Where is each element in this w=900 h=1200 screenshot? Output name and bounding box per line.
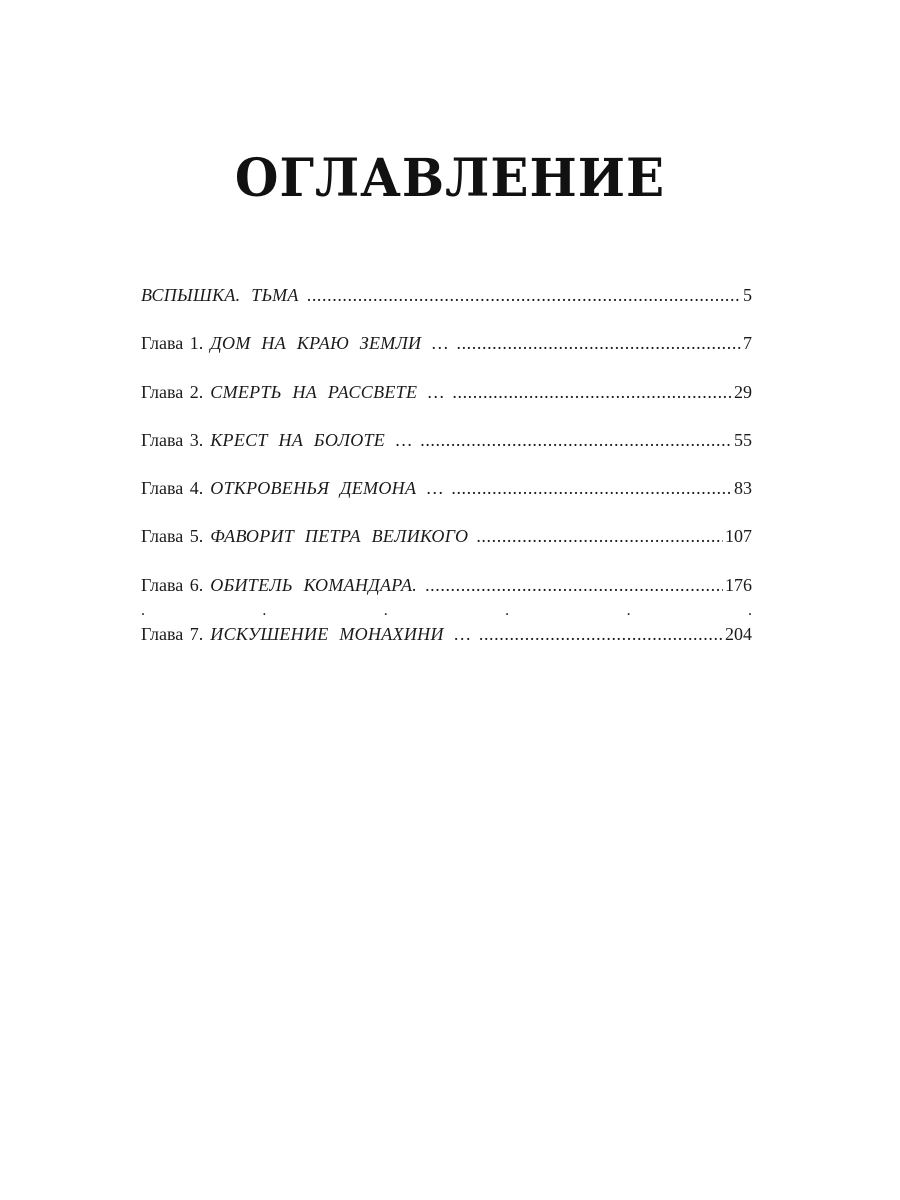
table-of-contents (141, 283, 752, 597)
stray-dot: . (747, 602, 752, 619)
toc-entry-title: КРЕСТ НА БОЛОТЕ … (210, 429, 413, 450)
dot-leader (456, 331, 741, 355)
dot-leader (420, 428, 732, 452)
stray-dot-row (141, 604, 752, 618)
dot-leader (479, 622, 723, 646)
toc-entry-prefix: Глава 2. (141, 381, 204, 402)
stray-dot: . (626, 602, 631, 619)
toc-entry-page: 83 (734, 478, 752, 499)
toc-entry-title: ДОМ НА КРАЮ ЗЕМЛИ … (210, 333, 449, 354)
toc-entry-intro[interactable] (141, 283, 752, 307)
toc-entry-chapter-1[interactable] (141, 331, 752, 355)
toc-entry-chapter-5[interactable] (141, 524, 752, 548)
stray-dot: . (141, 602, 145, 619)
dot-leader (451, 476, 732, 500)
toc-entry-page: 5 (743, 285, 752, 305)
toc-entry-prefix: Глава 7. (141, 624, 204, 644)
toc-entry-page: 204 (725, 624, 752, 644)
dot-leader (476, 524, 723, 548)
dot-leader (425, 573, 723, 597)
toc-entry-title: ОТКРОВЕНЬЯ ДЕМОНА … (210, 478, 444, 499)
toc-entry-chapter-4[interactable] (141, 476, 752, 500)
toc-entry-chapter-3[interactable] (141, 428, 752, 452)
toc-entry-prefix: Глава 5. (141, 526, 204, 547)
toc-entry-prefix: Глава 3. (141, 429, 204, 450)
toc-entry-page: 29 (734, 381, 752, 402)
dot-leader (452, 380, 732, 404)
toc-entry-page: 107 (725, 526, 752, 547)
toc-entry-page: 55 (734, 429, 752, 450)
toc-entry-title: ФАВОРИТ ПЕТРА ВЕЛИКОГО (210, 526, 469, 547)
stray-dot: . (505, 602, 510, 619)
toc-entry-chapter-7[interactable] (141, 622, 752, 646)
table-of-contents-continued (141, 622, 752, 646)
toc-entry-title: ИСКУШЕНИЕ МОНАХИНИ … (210, 624, 471, 644)
toc-entry-prefix: Глава 4. (141, 478, 204, 499)
toc-entry-prefix: Глава 1. (141, 333, 204, 354)
page-title: ОГЛАВЛЕНИЕ (234, 146, 666, 209)
stray-dot: . (383, 602, 388, 619)
toc-entry-page: 7 (743, 333, 752, 354)
toc-entry-title: ВСПЫШКА. ТЬМА (141, 285, 299, 305)
toc-entry-chapter-6[interactable] (141, 573, 752, 597)
dot-leader (307, 283, 741, 307)
stray-dot: . (262, 602, 267, 619)
toc-entry-page: 176 (725, 574, 752, 595)
toc-entry-prefix: Глава 6. (141, 574, 204, 595)
toc-entry-chapter-2[interactable] (141, 380, 752, 404)
toc-entry-title: ОБИТЕЛЬ КОМАНДАРА. (210, 574, 418, 595)
toc-entry-title: СМЕРТЬ НА РАССВЕТЕ … (210, 381, 445, 402)
